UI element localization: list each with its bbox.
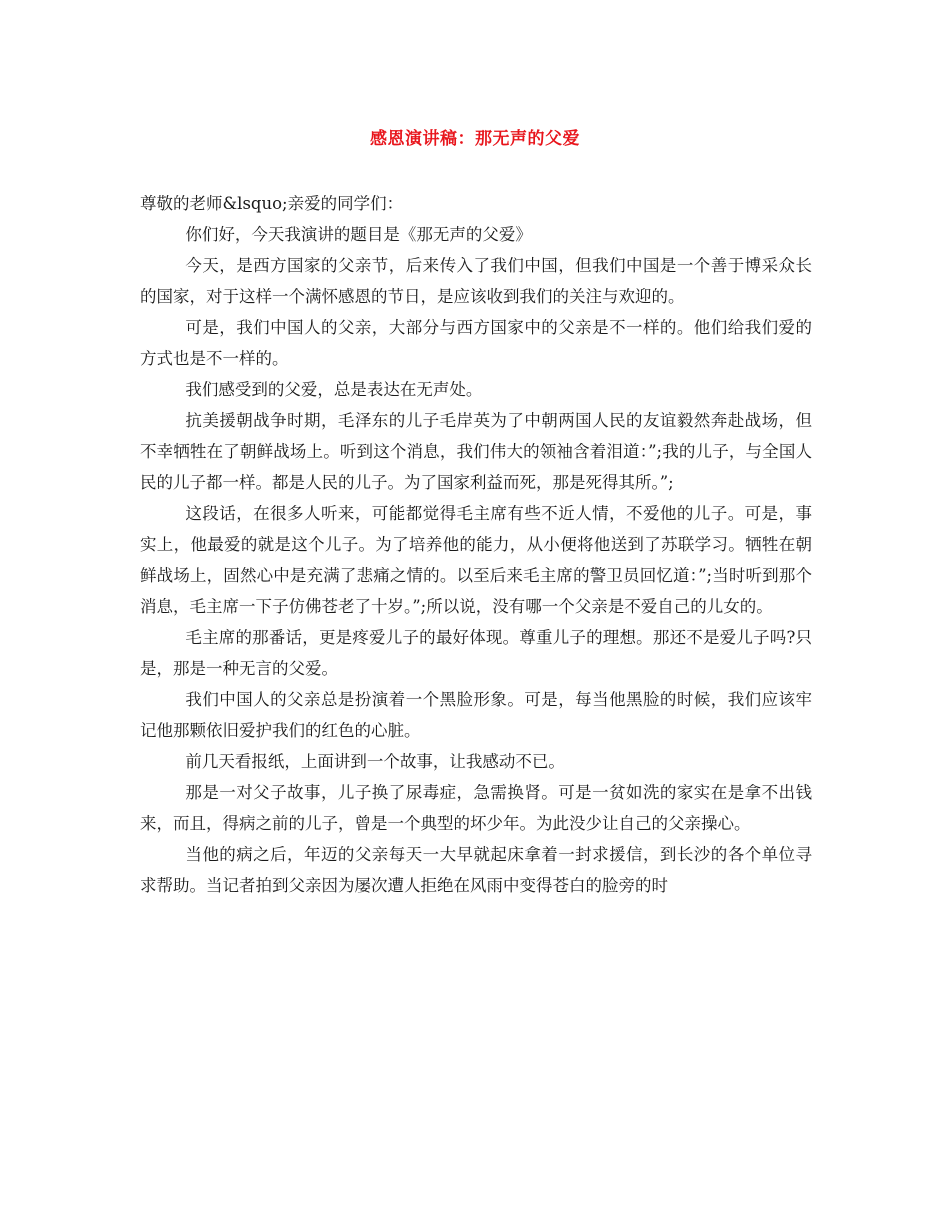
greeting-paragraph: 你们好，今天我演讲的题目是《那无声的父爱》 [185,225,532,244]
body-paragraph: 我们感受到的父爱，总是表达在无声处。 [185,380,483,399]
body-paragraph: 可是，我们中国人的父亲，大部分与西方国家中的父亲是不一样的。他们给我们爱的方式也是不一样的。 [140,318,812,368]
document-body [140,188,812,901]
body-paragraph: 这段话，在很多人听来，可能都觉得毛主席有些不近人情，不爱他的儿子。可是，事实上，他最爱的就是这个儿子。为了培养他的能力，从小便将他送到了苏联学习。牺牲在朝鲜战场上，固然心中是充满了悲痛之情的。以至后来毛主席的警卫员回忆道：”;当时听到那个消息，毛主席一下子仿佛苍老了十岁。”;所以说，没有哪一个父亲是不爱自己的儿女的。 [140,504,812,616]
body-paragraph: 今天，是西方国家的父亲节，后来传入了我们中国，但我们中国是一个善于博采众长的国家，对于这样一个满怀感恩的节日，是应该收到我们的关注与欢迎的。 [140,256,812,306]
salutation-paragraph: 尊敬的老师&lsquo;亲爱的同学们： [140,194,404,213]
body-paragraph: 那是一对父子故事，儿子换了尿毒症，急需换肾。可是一贫如洗的家实在是拿不出钱来，而且，得病之前的儿子，曾是一个典型的坏少年。为此没少让自己的父亲操心。 [140,783,812,833]
body-paragraph: 抗美援朝战争时期，毛泽东的儿子毛岸英为了中朝两国人民的友谊毅然奔赴战场，但不幸牺牲在了朝鲜战场上。听到这个消息，我们伟大的领袖含着泪道：”;我的儿子，与全国人民的儿子都一样。都是人民的儿子。为了国家利益而死，那是死得其所。”; [140,411,812,492]
body-paragraph: 前几天看报纸，上面讲到一个故事，让我感动不已。 [185,752,565,771]
document-title: 感恩演讲稿：那无声的父爱 [370,129,580,149]
body-paragraph: 我们中国人的父亲总是扮演着一个黑脸形象。可是，每当他黑脸的时候，我们应该牢记他那颗依旧爱护我们的红色的心脏。 [140,690,812,740]
body-paragraph: 毛主席的那番话，更是疼爱儿子的最好体现。尊重儿子的理想。那还不是爱儿子吗?只是，那是一种无言的父爱。 [140,628,812,678]
body-paragraph: 当他的病之后，年迈的父亲每天一大早就起床拿着一封求援信，到长沙的各个单位寻求帮助。当记者拍到父亲因为屡次遭人拒绝在风雨中变得苍白的脸旁的时 [140,845,812,895]
